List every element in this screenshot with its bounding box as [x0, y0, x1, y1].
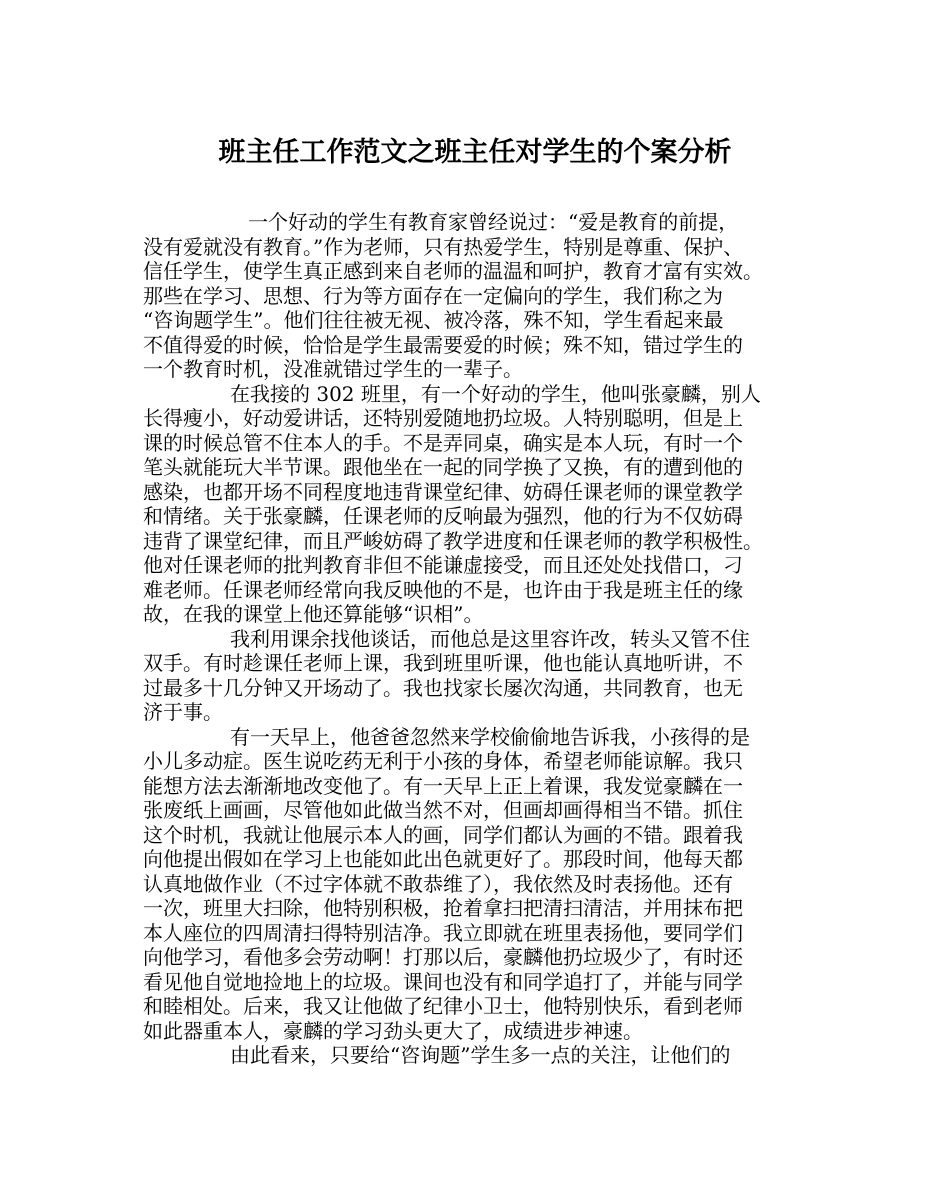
text-line: 故，在我的课堂上他还算能够“识相”。 — [143, 602, 484, 626]
text-line: 认真地做作业（不过字体就不敢恭维了），我依然及时表扬他。还有 — [143, 871, 733, 896]
text-line: 在我接的 302 班里，有一个好动的学生，他叫张豪麟，别人 — [230, 381, 761, 406]
text-line: 双手。有时趁课任老师上课，我到班里听课，他也能认真地听讲，不 — [143, 651, 743, 675]
text-line: 难老师。任课老师经常向我反映他的不是，也许由于我是班主任的缘 — [143, 577, 743, 602]
text-line: 张废纸上画画，尽管他如此做当然不对，但画却画得相当不错。抓住 — [143, 798, 743, 822]
text-line: “咨询题学生”。他们往往被无视、被冷落，殊不知，学生看起来最 — [143, 308, 724, 332]
text-line: 和情绪。关于张豪麟，任课老师的反响最为强烈，他的行为不仅妨碍 — [143, 504, 743, 528]
text-line: 他对任课老师的批判教育非但不能谦虚接受，而且还处处找借口，刁 — [143, 553, 743, 577]
text-line: 违背了课堂纪律，而且严峻妨碍了教学进度和任课老师的教学积极性。 — [143, 528, 763, 553]
paragraph — [143, 210, 823, 382]
text-line: 感染，也都开场不同程度地违背课堂纪律、妨碍任课老师的课堂教学 — [143, 479, 743, 504]
text-line: 能想方法去渐渐地改变他了。有一天早上正上着课，我发觉豪麟在一 — [143, 773, 743, 798]
text-line: 看见他自觉地捡地上的垃圾。课间也没有和同学追打了，并能与同学 — [143, 969, 743, 994]
paragraph — [143, 1043, 823, 1068]
paragraph — [143, 382, 823, 627]
text-line: 一次，班里大扫除，他特别积极，抢着拿扫把清扫清洁，并用抹布把 — [143, 896, 743, 920]
text-line: 一个教育时机，没准就错过学生的一辈子。 — [143, 357, 523, 381]
text-line: 长得瘦小，好动爱讲话，还特别爱随地扔垃圾。人特别聪明，但是上 — [143, 406, 743, 430]
text-line: 笔头就能玩大半节课。跟他坐在一起的同学换了又换，有的遭到他的 — [143, 455, 743, 479]
paragraph — [143, 725, 823, 1044]
text-line: 向他学习，看他多会劳动啊！打那以后，豪麟他扔垃圾少了，有时还 — [143, 945, 743, 969]
text-line: 一个好动的学生有教育家曾经说过：“爱是教育的前提， — [248, 210, 739, 234]
text-line: 过最多十几分钟又开场动了。我也找家长屡次沟通，共同教育，也无 — [143, 675, 743, 700]
text-line: 那些在学习、思想、行为等方面存在一定偏向的学生，我们称之为 — [143, 283, 723, 308]
text-line: 信任学生，使学生真正感到来自老师的温温和呵护，教育才富有实效。 — [143, 259, 763, 283]
text-line: 这个时机，我就让他展示本人的画，同学们都认为画的不错。跟着我 — [143, 822, 743, 847]
text-line: 没有爱就没有教育。”作为老师，只有热爱学生，特别是尊重、保护、 — [143, 234, 744, 259]
text-line: 不值得爱的时候，恰恰是学生最需要爱的时候；殊不知，错过学生的 — [143, 332, 743, 357]
text-line: 有一天早上，他爸爸忽然来学校偷偷地告诉我，小孩得的是 — [230, 724, 750, 749]
text-line: 课的时候总管不住本人的手。不是弄同桌，确实是本人玩，有时一个 — [143, 430, 743, 455]
text-line: 向他提出假如在学习上也能如此出色就更好了。那段时间，他每天都 — [143, 847, 743, 871]
text-line: 济于事。 — [143, 700, 223, 724]
text-line: 本人座位的四周清扫得特别洁净。我立即就在班里表扬他，要同学们 — [143, 920, 743, 945]
text-line: 小儿多动症。医生说吃药无利于小孩的身体，希望老师能谅解。我只 — [143, 749, 743, 773]
text-line: 我利用课余找他谈话，而他总是这里容许改，转头又管不住 — [230, 626, 750, 651]
document-body — [143, 210, 823, 1068]
text-line: 由此看来，只要给“咨询题”学生多一点的关注，让他们的 — [230, 1043, 731, 1067]
text-line: 和睦相处。后来，我又让他做了纪律小卫士，他特别快乐，看到老师 — [143, 994, 743, 1018]
text-line: 如此器重本人，豪麟的学习劲头更大了，成绩进步神速。 — [143, 1018, 643, 1043]
page-title: 班主任工作范文之班主任对学生的个案分析 — [218, 137, 732, 168]
paragraph — [143, 627, 823, 725]
